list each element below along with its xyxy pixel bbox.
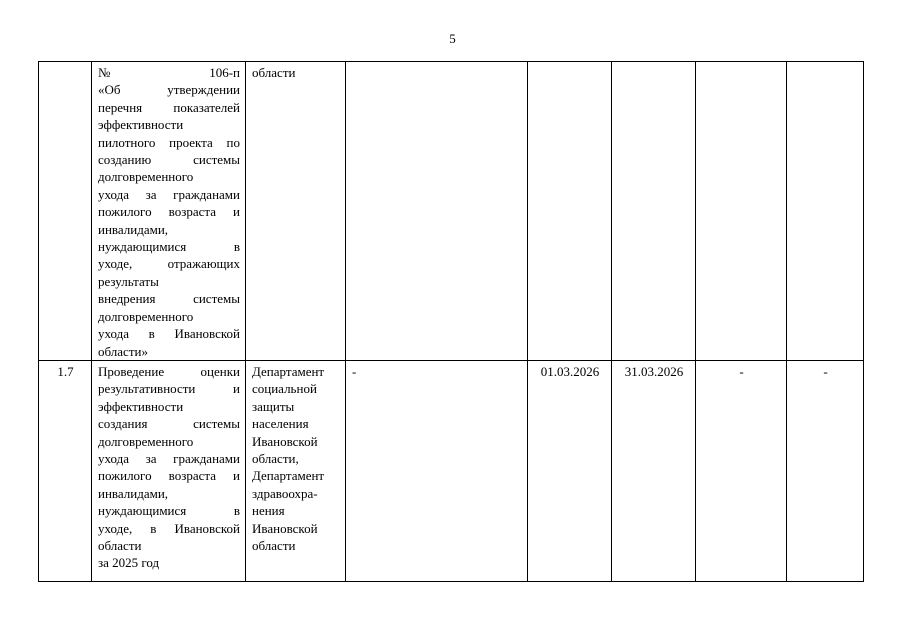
cell-col8 xyxy=(787,62,864,361)
cell-end-date: 31.03.2026 xyxy=(612,360,696,581)
text-line: долговременного xyxy=(98,169,194,185)
text-line: результативности и xyxy=(98,381,240,397)
text-line: социальной xyxy=(252,381,317,397)
text-line: долговременного xyxy=(98,308,194,324)
text-line: пожилого возраста и xyxy=(98,468,240,484)
text-line: защиты xyxy=(252,398,295,414)
text-line: нуждающимися в xyxy=(98,503,240,519)
text-line: ухода в Ивановской xyxy=(98,326,240,342)
text-line: эффективности xyxy=(98,117,184,133)
text-line: Ивановской xyxy=(252,433,318,449)
cell-col4 xyxy=(346,62,528,361)
text-line: создания системы xyxy=(98,416,240,432)
text-line: Департамент xyxy=(252,468,325,484)
text-line: инвалидами, xyxy=(98,485,169,501)
text-line: уходе, отражающих xyxy=(98,256,240,272)
text-line: области xyxy=(98,537,142,553)
text-line: результаты xyxy=(98,273,159,289)
text-line: инвалидами, xyxy=(98,221,169,237)
cell-col8: - xyxy=(787,360,864,581)
page-number: 5 xyxy=(449,31,456,46)
text-line: № 106-п xyxy=(98,65,240,80)
cell-activity-name xyxy=(92,62,246,361)
activity-name-text xyxy=(98,64,240,360)
text-line: пилотного проекта по xyxy=(98,134,240,150)
cell-executor xyxy=(246,360,346,581)
text-line: долговременного xyxy=(98,433,194,449)
cell-number: 1.7 xyxy=(39,360,92,581)
activity-name-text xyxy=(98,363,240,572)
text-line: ухода за гражданами xyxy=(98,186,240,202)
cell-number xyxy=(39,62,92,361)
executor-text xyxy=(252,363,340,554)
text-line: «Об утверждении xyxy=(98,82,240,98)
cell-start-date xyxy=(528,62,612,361)
text-line: пожилого возраста и xyxy=(98,204,240,220)
text-line: области xyxy=(252,537,296,553)
text-line: Департамент xyxy=(252,363,325,379)
cell-executor: области xyxy=(246,62,346,361)
text-line: перечня показателей xyxy=(98,99,240,115)
text-line: Проведение оценки xyxy=(98,363,240,379)
text-line: нения xyxy=(252,503,285,519)
cell-start-date: 01.03.2026 xyxy=(528,360,612,581)
cell-col7 xyxy=(696,62,787,361)
text-line: ухода за гражданами xyxy=(98,450,240,466)
text-line: за 2025 год xyxy=(98,555,160,571)
cell-col4: - xyxy=(346,360,528,581)
text-line: Ивановской xyxy=(252,520,318,536)
cell-activity-name xyxy=(92,360,246,581)
activities-table xyxy=(38,61,864,582)
text-line: населения xyxy=(252,416,309,432)
text-line: области» xyxy=(98,343,148,359)
text-line: нуждающимися в xyxy=(98,239,240,255)
text-line: эффективности xyxy=(98,398,184,414)
cell-end-date xyxy=(612,62,696,361)
cell-col7: - xyxy=(696,360,787,581)
text-line: уходе, в Ивановской xyxy=(98,520,240,536)
text-line: области, xyxy=(252,450,299,466)
text-line: созданию системы xyxy=(98,152,240,168)
table-row-continued xyxy=(39,62,864,361)
table-row-1-7 xyxy=(39,360,864,581)
text-line: здравоохра- xyxy=(252,485,318,501)
text-line: внедрения системы xyxy=(98,291,240,307)
